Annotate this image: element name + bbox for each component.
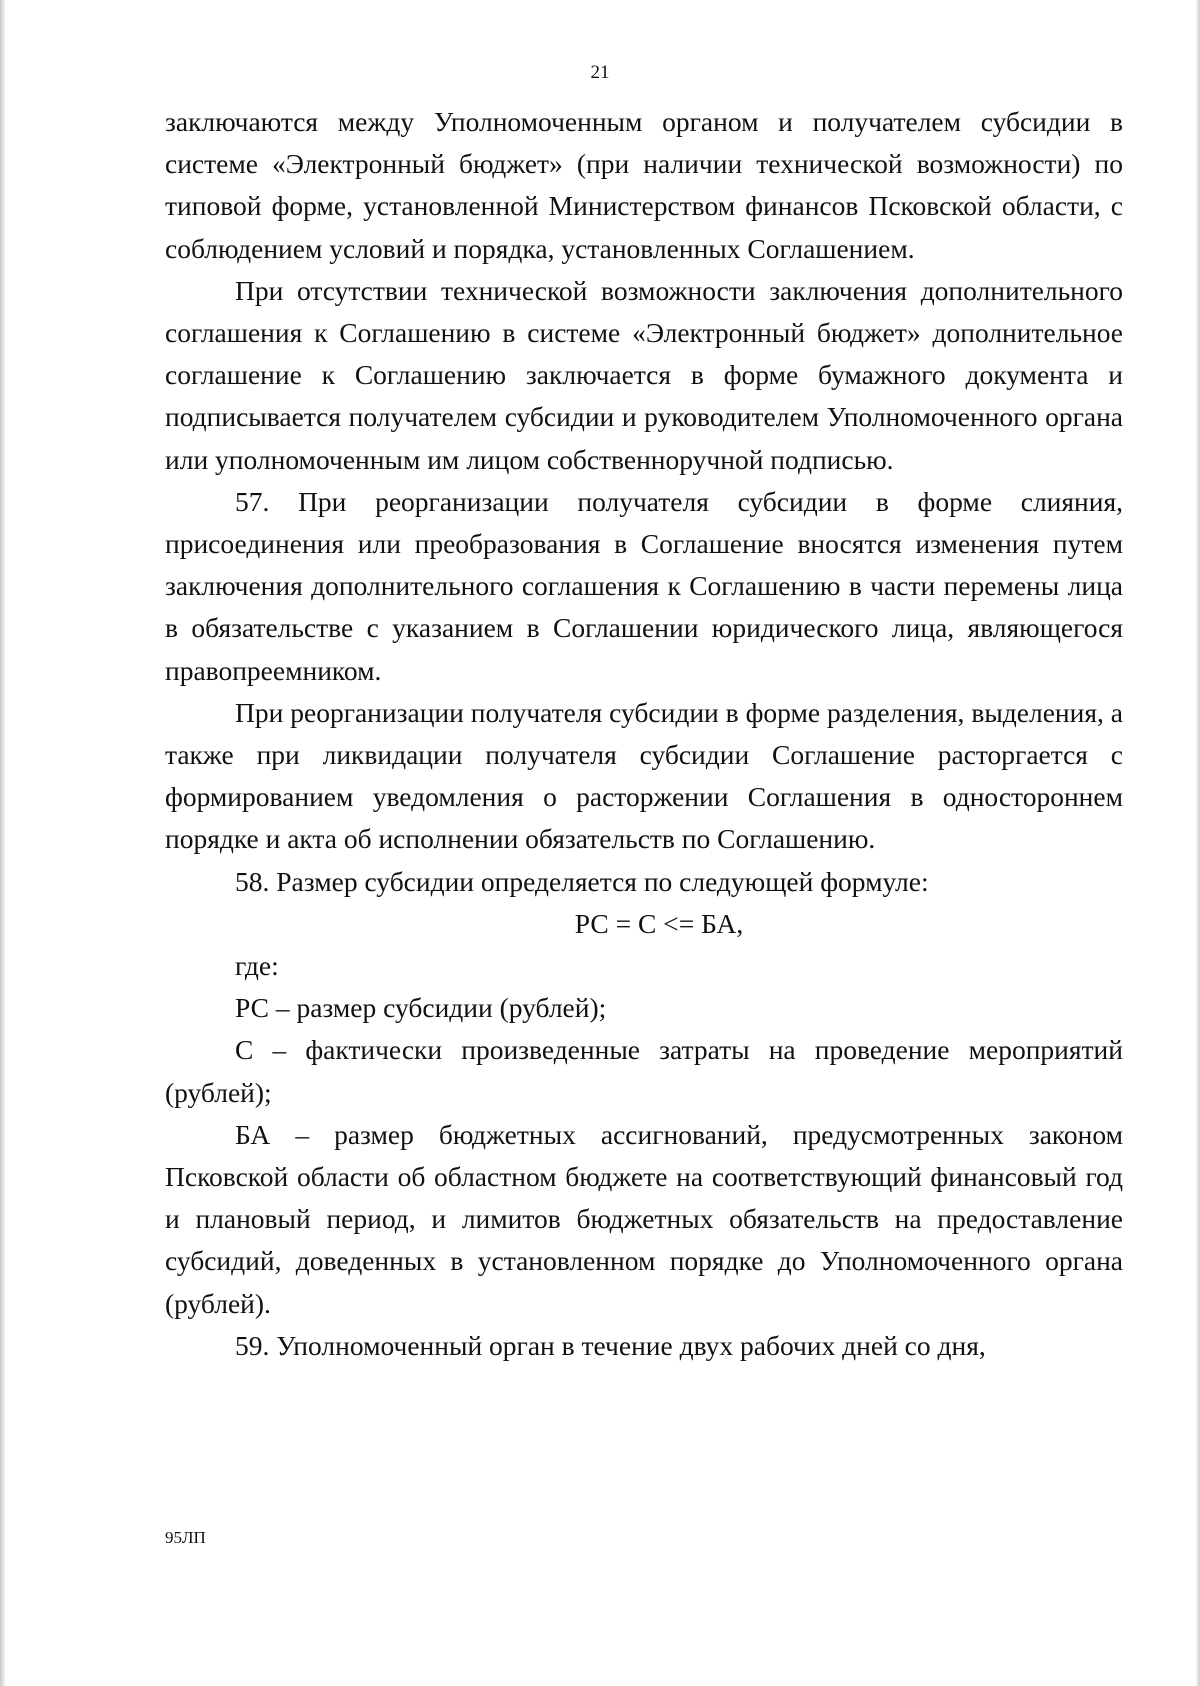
definition-where: где:	[235, 950, 279, 982]
scan-edge-right	[1196, 0, 1200, 1686]
document-code: 95ЛП	[165, 1528, 206, 1547]
definition-rs: РС – размер субсидии (рублей);	[235, 992, 607, 1024]
definition-ba: БА – размер бюджетных ассигнований, предусмотренных законом Псковской области об областном бюджете на соответствующий финансовый год и плановый период, и лимитов бюджетных обязательств на предоставление субсидий, доведенных в установленном порядке до Уполномоченного органа (рублей).	[165, 1118, 1123, 1319]
paragraph-reorganization-termination: При реорганизации получателя субсидии в форме разделения, выделения, а также при ликвидации получателя субсидии Соглашение расторгается с формированием уведомления о расторжении Соглашения в одностороннем порядке и акта об исполнении обязательств по Соглашению.	[165, 696, 1123, 855]
subsidy-formula: РС = С <= БА,	[574, 907, 744, 939]
paragraph-item-58: 58. Размер субсидии определяется по следующей формуле:	[235, 865, 929, 897]
paragraph-paper-agreement: При отсутствии технической возможности заключения дополнительного соглашения к Соглашению в системе «Электронный бюджет» дополнительное соглашение к Соглашению заключается в форме бумажного документа и подписывается получателем субсидии и руководителем Уполномоченного органа или уполномоченным им лицом собственноручной подписью.	[165, 274, 1123, 475]
page-number: 21	[590, 62, 610, 83]
paragraph-agreement-conclusion: заключаются между Уполномоченным органом и получателем субсидии в системе «Электронный бюджет» (при наличии технической возможности) по типовой форме, установленной Министерством финансов Псковской области, с соблюдением условий и порядка, установленных Соглашением.	[165, 106, 1123, 264]
paragraph-item-57: 57. При реорганизации получателя субсидии в форме слияния, присоединения или преобразования в Соглашение вносятся изменения путем заключения дополнительного соглашения к Соглашению в части перемены лица в обязательстве с указанием в Соглашении юридического лица, являющегося правопреемником.	[165, 485, 1123, 686]
scan-edge-left	[0, 0, 5, 1686]
document-body	[165, 101, 1123, 1367]
paragraph-item-59: 59. Уполномоченный орган в течение двух рабочих дней со дня,	[235, 1329, 986, 1361]
definition-c: С – фактически произведенные затраты на проведение мероприятий (рублей);	[165, 1034, 1123, 1108]
